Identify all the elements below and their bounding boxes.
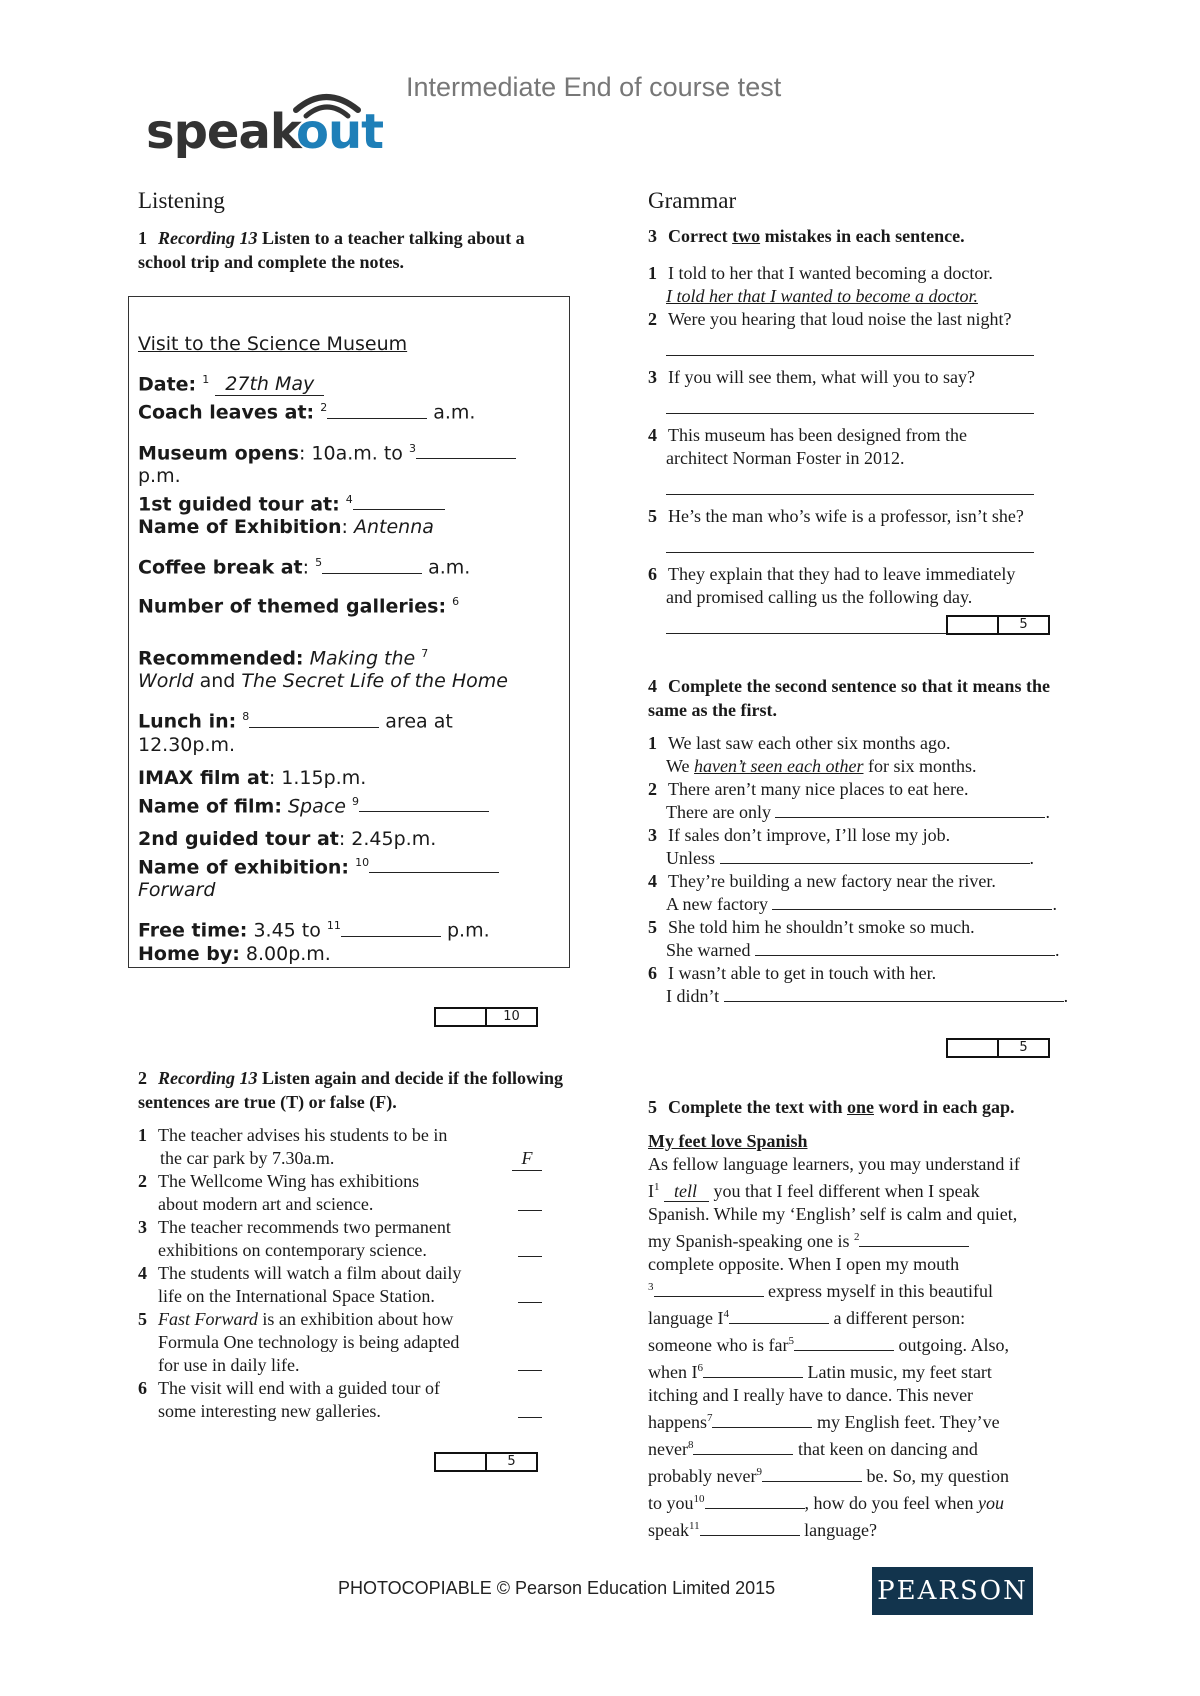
gap-9[interactable] xyxy=(762,1481,862,1482)
blank-4[interactable] xyxy=(353,509,445,510)
task5-text: My feet love Spanish As fellow language learners, you may understand if $I^1$ tell you that I feel different when I speak Spanish. While my ‘English’ self is calm and quiet, my Spanish-speaking one is $^2$ complete opposite. When I open my mouth $^3$ express myself in this beautiful language $I^4$ a different person: someone who is far$^5$ outgoing. Also, when $I^6$ Latin music, my feet start itching and I really have to dance. This never happens$^7$ my English feet. They’ve never$^8$ that keen on dancing and probably never$^9$ be. So, my question to you$^{10}$ , how do you feel when you speak$^{11}$ language? xyxy=(648,1130,1088,1542)
answer-blank[interactable] xyxy=(775,817,1045,818)
date-answer: 27th May xyxy=(215,373,324,396)
score-box-3: 5 xyxy=(946,615,1050,635)
blank-10[interactable] xyxy=(369,872,499,873)
gap-8[interactable] xyxy=(693,1454,793,1455)
svg-text:speak: speak xyxy=(146,104,301,160)
example-gap-answer: tell xyxy=(664,1181,709,1202)
list-item: 5 Fast Forward is an exhibition about how Formula One technology is being adapted for use in daily life. xyxy=(138,1308,546,1377)
test-title: Intermediate End of course test xyxy=(406,72,782,102)
blank-2[interactable] xyxy=(327,418,427,419)
task4-list xyxy=(648,732,1080,1008)
answer-blank[interactable] xyxy=(720,863,1030,864)
list-item: 1 I told to her that I wanted becoming a doctor. I told her that I wanted to become a doctor. xyxy=(648,263,993,306)
answer-blank-6[interactable] xyxy=(518,1417,542,1418)
list-item: 2 Were you hearing that loud noise the last night? xyxy=(648,309,1012,329)
list-item: 3 If you will see them, what will you to say? xyxy=(648,367,975,387)
answer-line[interactable] xyxy=(666,413,1034,414)
notes-content: Visit to the Science Museum Date: $^1$ 27th May Coach leaves at: $^2$ a.m. Museum opens: 10a.m. to $^3$ p.m. 1st guided tour at: $^4$ Name of Exhibition: Antenna Coffee break at: $^5$ a.m. Number of themed galleries: $^6$ Recommended: Making the $^7$ World and The Secret Life of the Home Lunch in: $^8$ area at 12.30p.m. IMAX film at: 1.15p.m. Name of film: Space $^9$ 2nd guided tour at: 2.45p.m. Name of exhibition: $^{10}$ Forward Free time: 3.45 to $^{11}$ p.m. Home by: 8.00p.m. xyxy=(138,333,558,966)
blank-9[interactable] xyxy=(359,811,489,812)
answer-blank-2[interactable] xyxy=(518,1210,542,1211)
blank-8[interactable] xyxy=(249,727,379,728)
score-box-1: 10 xyxy=(434,1007,538,1027)
answer-blank-4[interactable] xyxy=(518,1302,542,1303)
list-item: 4 They’re building a new factory near the river. A new factory . xyxy=(648,871,1057,914)
answer-blank-5[interactable] xyxy=(518,1370,542,1371)
list-item: 4 The students will watch a film about daily life on the International Space Station. xyxy=(138,1262,546,1308)
gap-10[interactable] xyxy=(705,1508,805,1509)
notes-title: Visit to the Science Museum xyxy=(138,333,408,355)
list-item: 6 They explain that they had to leave immediately and promised calling us the following day. xyxy=(648,564,1016,607)
task3-instruction: 3 Correct two mistakes in each sentence. xyxy=(648,226,965,246)
blank-3[interactable] xyxy=(416,458,516,459)
pearson-logo: PEARSON xyxy=(872,1567,1033,1615)
gap-3[interactable] xyxy=(654,1296,764,1297)
speakout-logo xyxy=(146,82,396,162)
list-item: 6 I wasn’t able to get in touch with her. I didn’t . xyxy=(648,963,1069,1006)
answer-line[interactable] xyxy=(666,552,1034,553)
svg-text:out: out xyxy=(296,104,384,160)
list-item: 5 He’s the man who’s wife is a professor, isn’t she? xyxy=(648,506,1024,526)
list-item: 4 This museum has been designed from the architect Norman Foster in 2012. xyxy=(648,425,967,468)
gap-4[interactable] xyxy=(729,1323,829,1324)
answer-blank-3[interactable] xyxy=(518,1256,542,1257)
listening-heading: Listening xyxy=(138,188,225,213)
grammar-heading: Grammar xyxy=(648,188,737,213)
gap-5[interactable] xyxy=(794,1350,894,1351)
score-box-4: 5 xyxy=(946,1038,1050,1058)
answer-1: F xyxy=(512,1147,542,1171)
task5-instruction: 5 Complete the text with one word in each gap. xyxy=(648,1097,1015,1117)
gap-6[interactable] xyxy=(703,1377,803,1378)
list-item: 3 The teacher recommends two permanent exhibitions on contemporary science. xyxy=(138,1216,546,1262)
blank-5[interactable] xyxy=(322,573,422,574)
task4-instruction: 4 Complete the second sentence so that it means the same as the first. xyxy=(648,676,1050,720)
answer-blank[interactable] xyxy=(724,1001,1064,1002)
text-title: My feet love Spanish xyxy=(648,1131,808,1151)
list-item: 1 We last saw each other six months ago. We haven’t seen each other for six months. xyxy=(648,733,977,776)
task2-instruction: 2 Recording 13 Listen again and decide if the following sentences are true (T) or false (F). xyxy=(138,1068,564,1112)
answer-line[interactable] xyxy=(666,355,1034,356)
task2-list xyxy=(138,1124,546,1423)
answer-blank[interactable] xyxy=(772,909,1052,910)
blank-11[interactable] xyxy=(341,936,441,937)
gap-7[interactable] xyxy=(712,1427,812,1428)
copyright-text: PHOTOCOPIABLE © Pearson Education Limited 2015 xyxy=(338,1578,776,1598)
task3-list xyxy=(648,262,1078,634)
list-item: 1 The teacher advises his students to be in the car park by 7.30a.m. F xyxy=(138,1124,546,1170)
gap-2[interactable] xyxy=(859,1246,969,1247)
answer-line[interactable] xyxy=(666,494,1034,495)
answer-blank[interactable] xyxy=(755,955,1055,956)
list-item: 2 The Wellcome Wing has exhibitions about modern art and science. xyxy=(138,1170,546,1216)
score-box-2: 5 xyxy=(434,1452,538,1472)
list-item: 6 The visit will end with a guided tour of some interesting new galleries. xyxy=(138,1377,546,1423)
list-item: 3 If sales don’t improve, I’ll lose my job. Unless . xyxy=(648,825,1034,868)
list-item: 2 There aren’t many nice places to eat here. There are only . xyxy=(648,779,1050,822)
task1-instruction: 1 Recording 13 Listen to a teacher talking about a school trip and complete the notes. xyxy=(138,228,525,272)
list-item: 5 She told him he shouldn’t smoke so much. She warned . xyxy=(648,917,1060,960)
example-answer: I told her that I wanted to become a doctor. xyxy=(666,286,978,306)
gap-11[interactable] xyxy=(700,1535,800,1536)
